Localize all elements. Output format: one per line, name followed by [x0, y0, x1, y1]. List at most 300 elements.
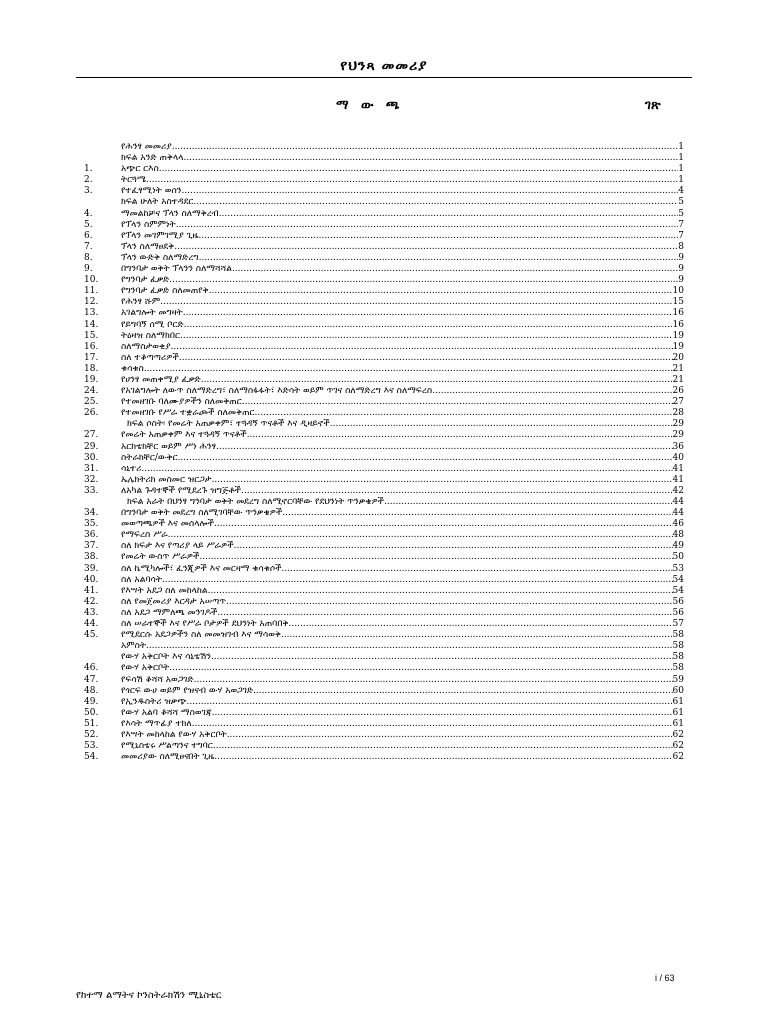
toc-page-number: 62 [672, 752, 684, 763]
toc-row [0, 608, 768, 619]
dot-leader [186, 697, 672, 708]
toc-page-number: 1 [678, 153, 684, 164]
toc-number: 12. [84, 297, 99, 308]
dot-leader [432, 386, 672, 397]
toc-page-number: 10 [672, 286, 684, 297]
toc-page-number: 1 [678, 164, 684, 175]
toc-title: ፕላን ውድቅ ስለማድረግ [121, 252, 199, 263]
dot-leader [208, 586, 673, 597]
dot-leader [183, 153, 678, 164]
toc-entry-link[interactable] [121, 430, 684, 441]
toc-title: የተፈፃሚነት ወሰን [121, 186, 182, 197]
toc-row [0, 575, 768, 586]
toc-page-number: 54 [672, 585, 684, 596]
toc-heading: ማ ው ጫ [336, 98, 404, 113]
toc-page-number: 7 [678, 230, 684, 241]
toc-title: ፕላን ስለማፀደቅ [121, 241, 175, 252]
toc-page-number: 41 [672, 474, 684, 485]
toc-page-number: 56 [672, 607, 684, 618]
dot-leader [217, 608, 672, 619]
toc-number: 24. [84, 386, 99, 397]
toc-entry-link[interactable] [121, 552, 684, 563]
toc-page-number: 58 [672, 652, 684, 663]
toc-title: ማመልከቻና ፕላን ስለማቅረብ [121, 208, 219, 219]
toc-number: 6. [84, 230, 93, 241]
dot-leader [226, 597, 673, 608]
toc-page-number: 62 [672, 741, 684, 752]
toc-row [0, 419, 768, 430]
toc-entry-link[interactable] [121, 741, 684, 752]
toc-entry-link[interactable] [121, 331, 684, 342]
toc-page-number: 59 [672, 674, 684, 685]
toc-row [0, 375, 768, 386]
toc-title: ስለ አልባሳት [121, 574, 162, 585]
toc-page-number: 58 [672, 641, 684, 652]
toc-entry-link[interactable] [121, 530, 684, 541]
dot-leader [219, 209, 679, 220]
toc-entry-link[interactable] [121, 541, 684, 552]
toc-number: 17. [84, 352, 99, 363]
toc-entry-link[interactable] [121, 464, 684, 475]
toc-number: 46. [84, 663, 99, 674]
toc-number: 8. [84, 252, 93, 263]
toc-page-number: 20 [672, 352, 684, 363]
toc-entry-link[interactable] [121, 619, 684, 630]
toc-row [0, 430, 768, 441]
toc-title: የመሬት ውስጥ ሥራዎች [121, 552, 200, 563]
toc-number: 42. [84, 596, 99, 607]
toc-entry-link[interactable] [121, 342, 684, 353]
toc-entry-link[interactable] [121, 164, 684, 175]
toc-title: አገልግሎት መግዛት [121, 308, 183, 319]
toc-number: 33. [84, 485, 99, 496]
toc-page-number: 53 [672, 563, 684, 574]
toc-entry-link[interactable] [121, 730, 684, 741]
toc-number: 31. [84, 463, 99, 474]
toc-title: በግንባታ ወቅት ፕላንን ስለማሻሻል [121, 264, 232, 275]
toc-row [0, 342, 768, 353]
toc-page-number: 36 [672, 441, 684, 452]
dot-leader [227, 730, 673, 741]
toc-row [0, 586, 768, 597]
toc-row [0, 175, 768, 186]
toc-title: ስለ ኬሚካሎች፣ ፈንጂዎች እና መርዛማ ቁሳቁሶች [121, 563, 282, 574]
toc-title: የእሣት አደጋ ስለ መከላከል [121, 585, 208, 596]
toc-row [0, 652, 768, 663]
toc-number: 43. [84, 607, 99, 618]
toc-row [0, 475, 768, 486]
toc-entry-link[interactable] [121, 353, 684, 364]
toc-entry-link[interactable] [121, 242, 684, 253]
toc-entry-link[interactable] [121, 630, 684, 641]
toc-title: የፍሳሽ ቆሻሻ አወጋገድ [121, 674, 194, 685]
toc-page-number: 41 [672, 463, 684, 474]
toc-title: የፕላን መገምገሚያ ጊዜ [121, 230, 199, 241]
toc-page-number: 62 [672, 729, 684, 740]
toc-row [0, 530, 768, 541]
toc-number: 32. [84, 474, 99, 485]
toc-number: 26. [84, 408, 99, 419]
toc-page-number: 1 [678, 142, 684, 152]
toc-title: ስለ የመጀመሪያ እርዳታ አሠጣጥ [121, 596, 227, 607]
dot-leader [159, 164, 678, 175]
toc-number: 18. [84, 363, 99, 374]
toc-title: አርክቴክቸር ወይም ሥነ ሕንፃ [121, 441, 217, 452]
toc-title: አምስት [121, 641, 147, 652]
toc-row [0, 719, 768, 730]
dot-leader [162, 575, 673, 586]
dot-leader [146, 175, 678, 186]
toc-title: የጎርፍ ውሀ ወይም የዝናብ ውሃ አወጋገድ [121, 685, 254, 696]
toc-page-number: 61 [672, 696, 684, 707]
dot-leader [214, 752, 672, 763]
toc-title: የማፍረስ ሥራ [121, 530, 168, 541]
toc-title: የውሃ አቅርቦት እና ሳኒቴሽን [121, 652, 211, 663]
toc-row [0, 164, 768, 175]
page-counter: i / 63 [655, 973, 675, 983]
toc-title: መመሪያው ስለሚፀናበት ጊዜ [121, 752, 215, 763]
toc-number: 36. [84, 530, 99, 541]
toc-row [0, 297, 768, 308]
dot-leader [282, 508, 672, 519]
toc-entry-link[interactable] [121, 686, 684, 697]
toc-row [0, 286, 768, 297]
toc-title: ክፍል አራት በህንፃ ግንባታ ወቅት መደረግ ስለሚኖርባቸው የደህንነት ጥንቃቄዎች [127, 497, 385, 507]
toc-page-number: 5 [678, 197, 684, 208]
toc-number: 50. [84, 707, 99, 718]
dot-leader [171, 342, 673, 353]
toc-entry-link[interactable] [121, 375, 684, 386]
toc-entry-link[interactable] [121, 264, 684, 275]
toc-title: በግንባታ ወቅት መደረግ ስለሚገባቸው ጥንቃቄዎች [121, 508, 283, 519]
toc-number: 47. [84, 674, 99, 685]
toc-page-number: 27 [672, 397, 684, 408]
toc-entry-link[interactable] [121, 486, 684, 497]
toc-entry-link[interactable] [121, 275, 684, 286]
dot-leader [330, 419, 673, 430]
toc-title: ቁሳቁስ [121, 363, 144, 374]
dot-leader [192, 719, 673, 730]
toc-entry-link[interactable] [121, 175, 684, 186]
dot-leader [146, 641, 673, 652]
toc-row [0, 231, 768, 242]
dot-leader [199, 253, 679, 264]
toc-number: 52. [84, 729, 99, 740]
toc-row [0, 153, 768, 164]
toc-title: የግንባታ ፈቃድ [121, 275, 170, 286]
toc-entry-link[interactable] [121, 220, 684, 231]
toc-title: የግንባታ ፈቃድ ስለመጠየቅ [121, 286, 209, 297]
toc-entry-link[interactable] [121, 153, 684, 164]
toc-number: 27. [84, 430, 99, 441]
toc-number: 37. [84, 541, 99, 552]
table-of-contents [0, 142, 768, 763]
toc-entry-link[interactable] [121, 519, 684, 530]
toc-entry-link[interactable] [121, 475, 684, 486]
toc-entry-link[interactable] [121, 697, 684, 708]
toc-page-number: 16 [672, 308, 684, 319]
dot-leader [209, 286, 673, 297]
toc-page-number: 54 [672, 574, 684, 585]
toc-title: ስለ ተቆጣጣሪዎች [121, 352, 179, 363]
toc-number: 44. [84, 619, 99, 630]
toc-title: የሚደርሱ አደጋዎችን ስለ መመዝገብ እና ማሳወቅ [121, 630, 281, 641]
toc-page-number: 57 [672, 619, 684, 630]
dot-leader [169, 275, 678, 286]
dot-leader [216, 442, 673, 453]
dot-leader [214, 519, 673, 530]
toc-title: ስለ አደጋ ማምለጫ መንገዶች [121, 607, 218, 618]
toc-entry-link[interactable] [127, 497, 684, 508]
toc-entry-link[interactable] [121, 209, 684, 220]
toc-title: የተመዘገቡ ባለሙያዎችን ስለመቅጠር [121, 397, 242, 408]
toc-title: የፕላን ስምምነት [121, 219, 176, 230]
toc-entry-link[interactable] [121, 320, 684, 331]
toc-entry-link[interactable] [121, 575, 684, 586]
toc-entry-link[interactable] [121, 142, 684, 153]
dot-leader [289, 619, 673, 630]
toc-page-number: 4 [678, 186, 684, 197]
toc-title: ስለ ሠራተኞች እና የሥራ ቦታዎች ደህንነት አጠባበቅ [121, 619, 289, 630]
toc-page-number: 58 [672, 663, 684, 674]
toc-page-number: 16 [672, 319, 684, 330]
toc-title: መወጣጫዎች እና መሰላሎች [121, 519, 214, 530]
toc-number: 13. [84, 308, 99, 319]
dot-leader [253, 686, 672, 697]
toc-row [0, 508, 768, 519]
toc-row [0, 597, 768, 608]
toc-title: ለአካል ጉዳተኞች የሚደረጉ ዝግጅቶች [121, 485, 241, 496]
toc-entry-link[interactable] [121, 231, 684, 242]
toc-entry-link[interactable] [121, 641, 684, 652]
toc-title: የተመዘገቡ የሥራ ተቋራጮች ስለመቅጠር [121, 408, 255, 419]
toc-page-number: 28 [672, 408, 684, 419]
toc-number: 48. [84, 685, 99, 696]
dot-leader [232, 264, 678, 275]
toc-number: 3. [84, 186, 93, 197]
toc-row [0, 541, 768, 552]
toc-entry-link[interactable] [127, 419, 684, 430]
toc-page-number: 48 [672, 530, 684, 541]
toc-page-number: 1 [678, 175, 684, 186]
toc-row [0, 275, 768, 286]
toc-page-number: 60 [672, 685, 684, 696]
toc-row [0, 264, 768, 275]
toc-row [0, 497, 768, 508]
dot-leader [212, 708, 673, 719]
toc-row [0, 486, 768, 497]
toc-number: 25. [84, 397, 99, 408]
toc-title: የይግባኝ ሰሚ ቦርድ [121, 319, 184, 330]
dot-leader [169, 663, 672, 674]
toc-title: ሳኒተሪ [121, 463, 142, 474]
toc-number: 2. [84, 175, 93, 186]
toc-row [0, 186, 768, 197]
toc-row [0, 453, 768, 464]
dot-leader [213, 741, 673, 752]
toc-entry-link[interactable] [121, 186, 684, 197]
toc-entry-link[interactable] [121, 652, 684, 663]
toc-row [0, 209, 768, 220]
toc-row [0, 741, 768, 752]
toc-number: 30. [84, 452, 99, 463]
toc-row [0, 663, 768, 674]
toc-number: 5. [84, 219, 93, 230]
toc-entry-link[interactable] [121, 386, 684, 397]
toc-title: የሕንፃ ሹም [121, 297, 161, 308]
toc-row [0, 220, 768, 231]
toc-entry-link[interactable] [121, 286, 684, 297]
dot-leader [176, 220, 679, 231]
dot-leader [144, 364, 673, 375]
toc-title: የሚኒስቴሩ ሥልጣንና ተግባር [121, 741, 213, 752]
toc-number: 39. [84, 563, 99, 574]
dot-leader [247, 430, 673, 441]
toc-entry-link[interactable] [121, 253, 684, 264]
dot-leader [241, 486, 673, 497]
toc-number: 41. [84, 585, 99, 596]
toc-title: የሀንፃ መጠቀሚያ ፈቃድ [121, 374, 201, 385]
toc-title: ኤሌክትሪክ መስመር ዝርጋታ [121, 474, 212, 485]
toc-row [0, 697, 768, 708]
toc-entry-link[interactable] [121, 397, 684, 408]
toc-row [0, 320, 768, 331]
toc-title: የውሃ አልባ ቆሻሻ ማስወገጃ [121, 707, 212, 718]
toc-title: ስትራክቸር/ውቅር [121, 452, 178, 463]
dot-leader [141, 464, 672, 475]
dot-leader [199, 231, 679, 242]
toc-entry-link[interactable] [121, 586, 684, 597]
dot-leader [194, 675, 673, 686]
toc-row [0, 364, 768, 375]
toc-number: 7. [84, 241, 93, 252]
toc-row [0, 408, 768, 419]
toc-page-number: 44 [672, 508, 684, 519]
dot-leader [168, 530, 673, 541]
dot-leader [178, 453, 673, 464]
toc-row [0, 442, 768, 453]
dot-leader [242, 397, 673, 408]
toc-number: 54. [84, 752, 99, 763]
toc-row [0, 253, 768, 264]
toc-number: 10. [84, 275, 99, 286]
toc-row [0, 675, 768, 686]
toc-page-number: 9 [678, 252, 684, 263]
toc-number: 1. [84, 164, 93, 175]
toc-title: የእሣት መከላከል የውሃ አቅርቦት [121, 729, 227, 740]
dot-leader [201, 375, 673, 386]
toc-entry-link[interactable] [121, 675, 684, 686]
toc-number: 51. [84, 718, 99, 729]
toc-title: የአገልግሎት ለውጥ ስለማድረግ፣ ስለማስፋፋት፣ እድሳት ወይም ጥገና ስለማድረግ እና ስለማፍረስ [121, 386, 433, 397]
toc-page-number: 7 [678, 219, 684, 230]
toc-number: 15. [84, 330, 99, 341]
toc-page-number: 40 [672, 452, 684, 463]
toc-title: ስለ ክፍታ እና የጣሪያ ላይ ሥራዎች [121, 541, 234, 552]
toc-row [0, 242, 768, 253]
toc-number: 14. [84, 319, 99, 330]
toc-number: 38. [84, 552, 99, 563]
toc-row [0, 752, 768, 763]
dot-leader [184, 320, 673, 331]
toc-page-number: 8 [678, 241, 684, 252]
toc-entry-link[interactable] [121, 708, 684, 719]
toc-entry-link[interactable] [121, 508, 684, 519]
toc-page-number: 29 [672, 430, 684, 441]
toc-page-number: 21 [672, 363, 684, 374]
toc-entry-link[interactable] [121, 597, 684, 608]
toc-entry-link[interactable] [121, 453, 684, 464]
toc-number: 19. [84, 374, 99, 385]
toc-row [0, 308, 768, 319]
toc-page-number: 15 [672, 297, 684, 308]
toc-row [0, 641, 768, 652]
toc-page-number: 26 [672, 386, 684, 397]
toc-entry-link[interactable] [121, 197, 684, 208]
header-rule [76, 77, 692, 78]
toc-number: 11. [84, 286, 99, 297]
toc-row [0, 619, 768, 630]
toc-row [0, 464, 768, 475]
toc-number: 34. [84, 508, 99, 519]
dot-leader [183, 308, 673, 319]
toc-page-number: 49 [672, 541, 684, 552]
toc-number: 45. [84, 630, 99, 641]
toc-page-number: 29 [672, 419, 684, 430]
toc-page-number: 50 [672, 552, 684, 563]
toc-entry-link[interactable] [121, 297, 684, 308]
toc-page-number: 21 [672, 374, 684, 385]
toc-title: ክፍል አንድ ጠቅላላ [121, 153, 184, 164]
toc-title: ትዕዛዝ ስለማክበር [121, 330, 180, 341]
dot-leader [199, 552, 672, 563]
toc-title: የመሬት አጠቃቀም እና ተጓዳኝ ጥናቶች [121, 430, 247, 441]
dot-leader [193, 197, 678, 208]
toc-page-number: 5 [678, 208, 684, 219]
toc-number: 4. [84, 208, 93, 219]
toc-page-number: 42 [672, 485, 684, 496]
toc-title: የውሃ አቅርቦት [121, 663, 170, 674]
toc-entry-link[interactable] [121, 752, 684, 763]
toc-entry-link[interactable] [121, 719, 684, 730]
toc-entry-link[interactable] [121, 442, 684, 453]
toc-title: ስለማስታወቂያ [121, 341, 171, 352]
toc-page-number: 58 [672, 630, 684, 641]
toc-entry-link[interactable] [121, 408, 684, 419]
toc-page-number: 9 [678, 264, 684, 275]
toc-page-number: 61 [672, 707, 684, 718]
toc-row [0, 730, 768, 741]
dot-leader [234, 541, 673, 552]
toc-number: 35. [84, 519, 99, 530]
dot-leader [211, 652, 673, 663]
toc-entry-link[interactable] [121, 364, 684, 375]
toc-page-number: 56 [672, 596, 684, 607]
dot-leader [172, 142, 679, 153]
toc-page-number: 19 [672, 330, 684, 341]
toc-entry-link[interactable] [121, 663, 684, 674]
toc-title: የእሳት ማጥፊያ ተክለ [121, 718, 192, 729]
toc-row [0, 519, 768, 530]
toc-page-number: 61 [672, 718, 684, 729]
toc-row [0, 353, 768, 364]
toc-title: አጭር ርእስ [121, 164, 159, 175]
toc-row [0, 630, 768, 641]
toc-entry-link[interactable] [121, 564, 684, 575]
dot-leader [174, 242, 678, 253]
toc-entry-link[interactable] [121, 608, 684, 619]
toc-entry-link[interactable] [121, 308, 684, 319]
